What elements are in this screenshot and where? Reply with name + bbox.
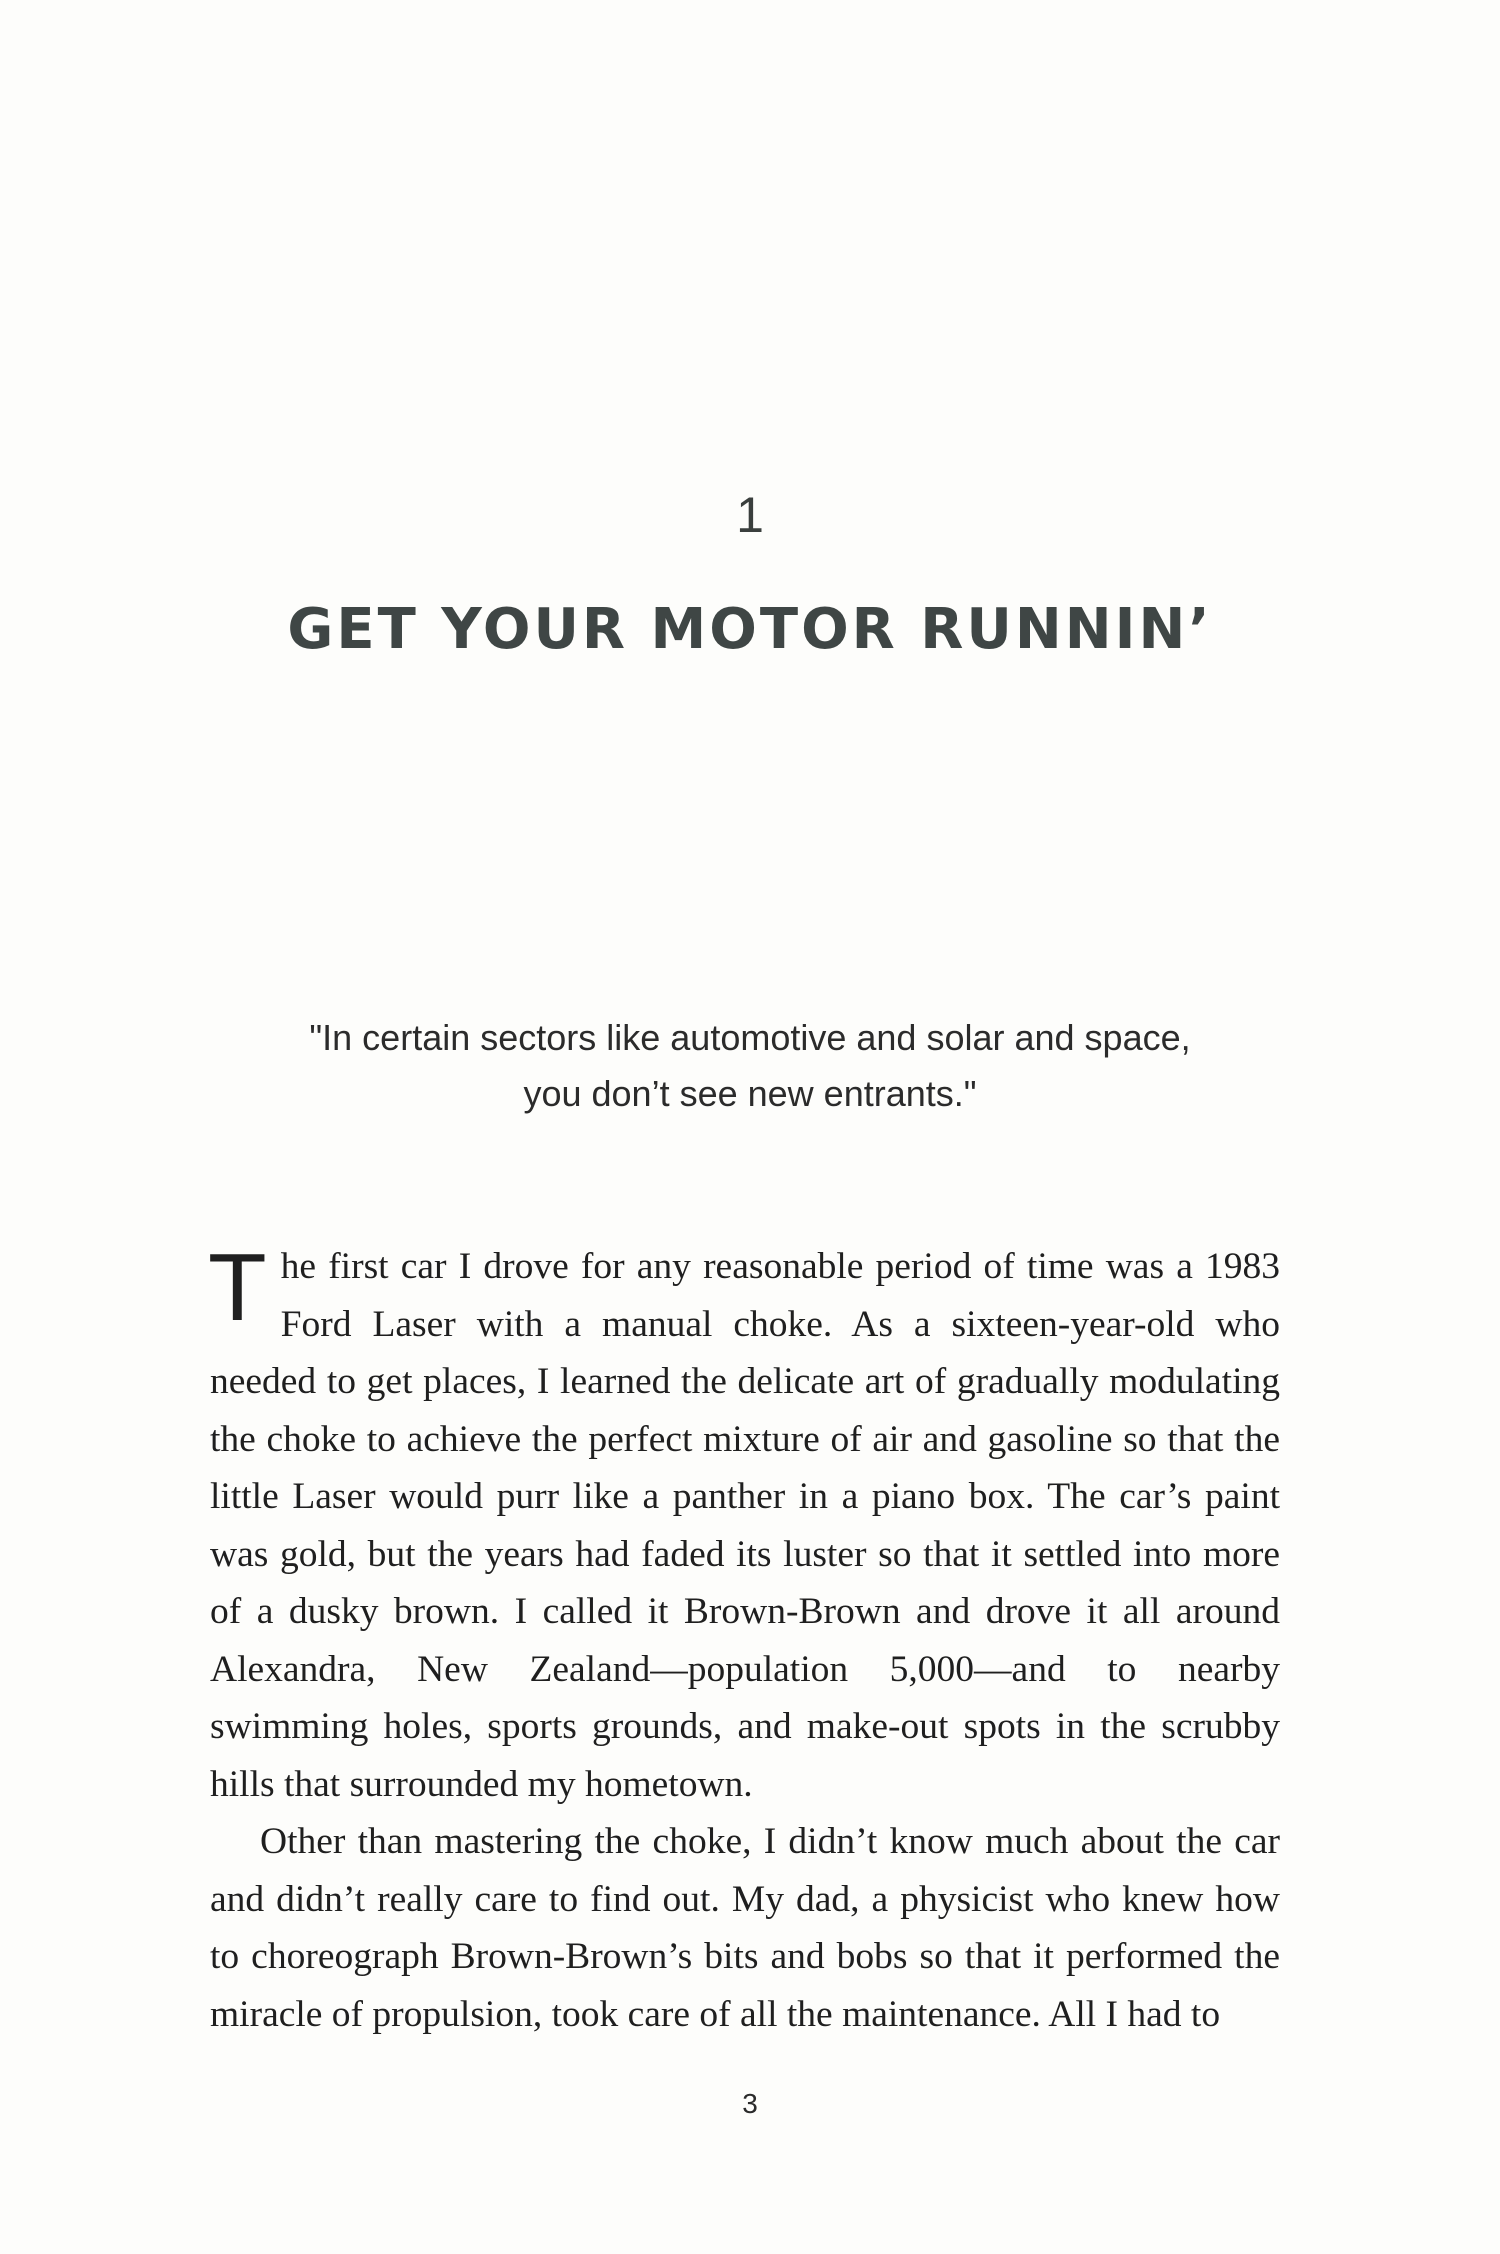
paragraph-1 (208, 1234, 1280, 1813)
epigraph (250, 1010, 1250, 1122)
paragraph-2: Other than mastering the choke, I didn’t know much about the car and didn’t really care to find out. My dad, a physicist who knew how to choreograph Brown-Brown’s bits and bobs so that it performed the miracle of propulsion, took care of all the maintenance. All I had to (210, 1821, 1280, 2035)
epigraph-line-1: "In certain sectors like automotive and solar and space, (309, 1017, 1191, 1058)
paragraph-1-text: he first car I drove for any reasonable period of time was a 1983 Ford Laser with a manual choke. As a sixteen-year-old who needed to get places, I learned the delicate art of gradually modulating the choke to achieve the perfect mixture of air and gasoline so that the little Laser would purr like a panther in a piano box. The car’s paint was gold, but the years had faded its luster so that it settled into more of a dusky brown. I called it Brown-Brown and drove it all around Alexandra, New Zealand—population 5,000—and to nearby swimming holes, sports grounds, and make-out spots in the scrubby hills that surrounded my hometown. (210, 1246, 1280, 1805)
epigraph-line-2: you don’t see new entrants." (523, 1073, 977, 1114)
drop-cap: T (208, 1234, 267, 1341)
page-number: 3 (742, 2088, 758, 2119)
chapter-title: GET YOUR MOTOR RUNNIN’ (287, 597, 1213, 662)
chapter-number: 1 (736, 487, 764, 543)
body-text (208, 1234, 1280, 2043)
